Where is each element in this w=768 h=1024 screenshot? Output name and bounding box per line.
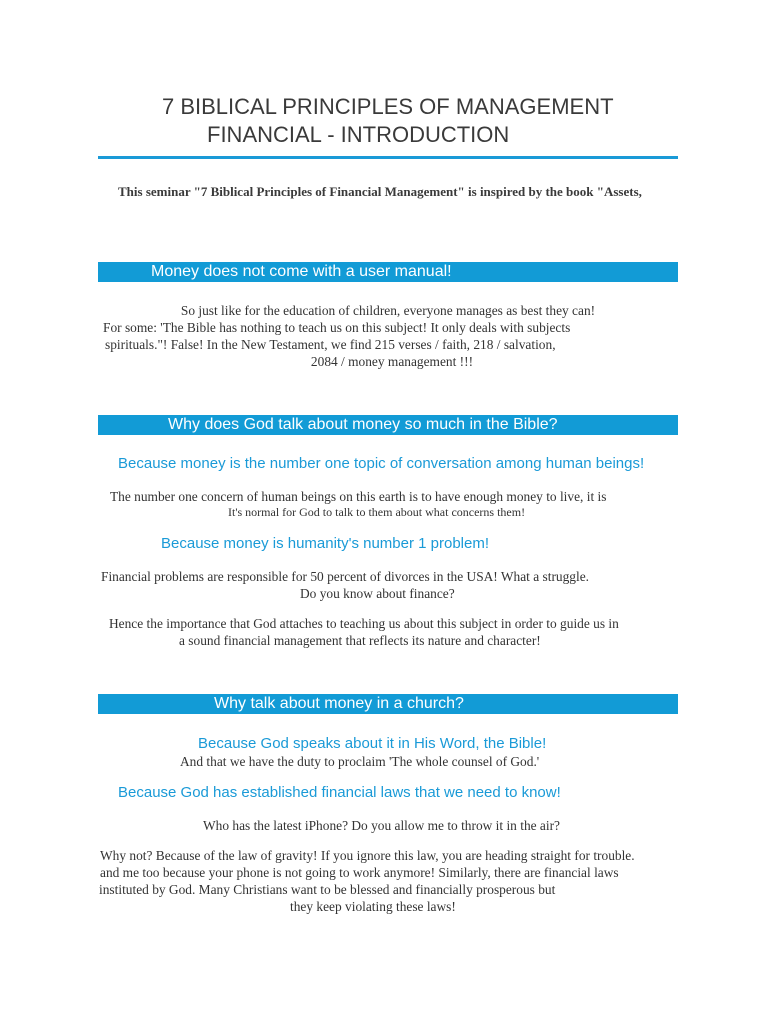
section-heading-label: Why talk about money in a church?: [214, 695, 464, 712]
section-heading-church: [98, 694, 678, 714]
paragraph-line: The number one concern of human beings on this earth is to have enough money to live, it is: [110, 489, 607, 504]
paragraph-line: 2084 / money management !!!: [310, 354, 474, 369]
intro-text: This seminar "7 Biblical Principles of Financial Management" is inspired by the book "Assets,: [118, 184, 642, 199]
paragraph-line: instituted by God. Many Christians want to be blessed and financially prosperous but: [99, 882, 556, 897]
paragraph-line: Do you know about finance?: [300, 586, 455, 601]
subheading-conversation-topic: Because money is the number one topic of conversation among human beings!: [118, 455, 645, 472]
paragraph-line: Who has the latest iPhone? Do you allow me to throw it in the air?: [203, 818, 561, 833]
section-heading-why-god-talks: [98, 415, 678, 435]
paragraph-line: And that we have the duty to proclaim 'The whole counsel of God.': [180, 754, 540, 769]
paragraph-line: Financial problems are responsible for 50 percent of divorces in the USA! What a struggle.: [101, 569, 589, 584]
paragraph-line: Why not? Because of the law of gravity! If you ignore this law, you are heading straight for trouble.: [100, 848, 635, 863]
section-heading-user-manual: [98, 262, 678, 282]
paragraph-line: and me too because your phone is not going to work anymore! Similarly, there are financial laws: [100, 865, 619, 880]
subheading-god-speaks: Because God speaks about it in His Word, the Bible!: [198, 735, 547, 752]
subheading-financial-laws: Because God has established financial laws that we need to know!: [118, 784, 561, 801]
paragraph-line: So just like for the education of children, everyone manages as best they can!: [180, 303, 596, 318]
section-heading-label: Why does God talk about money so much in the Bible?: [168, 416, 558, 433]
subheading-number-one-problem: Because money is humanity's number 1 problem!: [161, 535, 490, 552]
paragraph-line: a sound financial management that reflects its nature and character!: [179, 633, 541, 648]
paragraph-line: they keep violating these laws!: [290, 899, 456, 914]
paragraph-line: Hence the importance that God attaches to teaching us about this subject in order to guide us in: [109, 616, 619, 631]
paragraph-line: spirituals."! False! In the New Testament, we find 215 verses / faith, 218 / salvation,: [105, 337, 556, 352]
paragraph-line: For some: 'The Bible has nothing to teach us on this subject! It only deals with subjects: [103, 320, 571, 335]
paragraph-line: It's normal for God to talk to them about what concerns them!: [228, 505, 526, 519]
section1-paragraph: [98, 302, 678, 370]
section-heading-label: Money does not come with a user manual!: [151, 263, 452, 280]
page-title-line-2: FINANCIAL - INTRODUCTION: [207, 122, 510, 147]
title-divider: [98, 156, 678, 159]
page-title-line-1: 7 BIBLICAL PRINCIPLES OF MANAGEMENT: [162, 94, 614, 119]
